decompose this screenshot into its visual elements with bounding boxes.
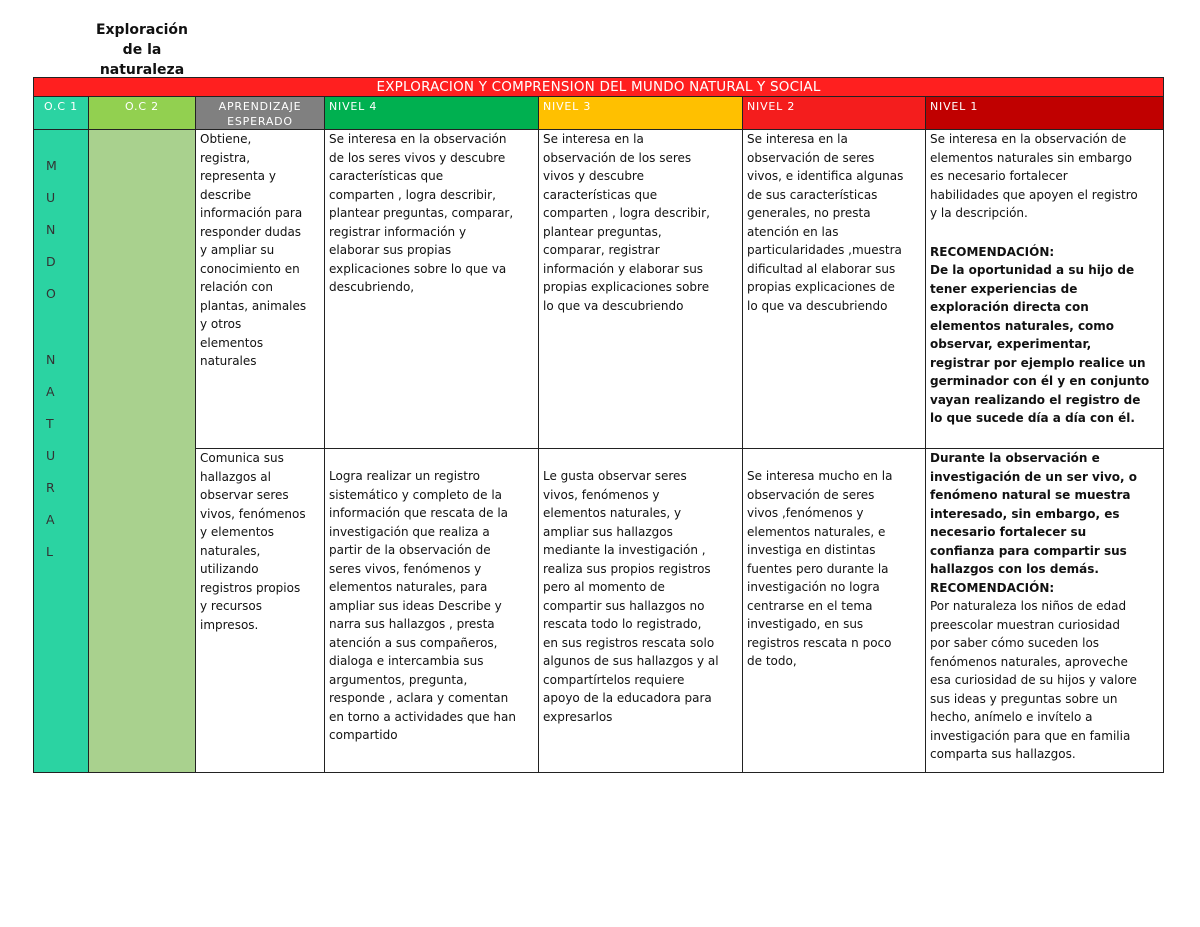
oc1-letter: A — [46, 384, 55, 399]
header-aprendizaje: APRENDIZAJE ESPERADO — [196, 97, 325, 130]
row1-recomendacion-label: RECOMENDACIÓN: — [930, 244, 1055, 259]
oc1-letter: D — [46, 254, 56, 269]
row2-recomendacion-label: RECOMENDACIÓN: — [930, 580, 1055, 595]
oc1-letter: R — [46, 480, 55, 495]
oc2-text: Exploración de la naturaleza — [95, 22, 189, 78]
oc1-cell — [34, 130, 89, 773]
oc1-vertical-word — [38, 130, 84, 568]
row2-nivel-1 — [926, 449, 1164, 773]
oc1-letter: U — [46, 190, 56, 205]
oc1-letter: M — [46, 158, 57, 173]
row2-nivel-3: Le gusta observar seres vivos, fenómenos y elementos naturales, y ampliar sus hallazgos mediante la investigación , realiza sus propios registros pero al momento de compartir sus hallazgos no rescata todo lo registrado, en sus registros rescata solo algunos de sus hallazgos y al compartírtelos requiere apoyo de la educadora para expresarlos — [539, 449, 743, 773]
oc1-letter: A — [46, 512, 55, 527]
oc1-letter: U — [46, 448, 56, 463]
header-oc2: O.C 2 — [89, 97, 196, 130]
header-nivel-1: NIVEL 1 — [926, 97, 1164, 130]
oc1-letter: L — [46, 544, 53, 559]
row2-nivel-4: Logra realizar un registro sistemático y completo de la información que rescata de la investigación que realiza a partir de la observación de seres vivos, fenómenos y elementos naturales, para ampliar sus ideas Describe y narra sus hallazgos , presta atención a sus compañeros, dialoga e intercambia sus argumentos, pregunta, responde , aclara y comentan en torno a actividades que han compartido — [325, 449, 539, 773]
row1-aprendizaje: Obtiene, registra, representa y describe información para responder dudas y ampliar su conocimiento en relación con plantas, animales y otros elementos naturales — [196, 130, 325, 449]
row1-nivel-2: Se interesa en la observación de seres vivos, e identifica algunas de sus características generales, no presta atención en las particularidades ,muestra dificultad al elaborar sus propias explicaciones de lo que va descubriendo — [743, 130, 926, 449]
header-nivel-3: NIVEL 3 — [539, 97, 743, 130]
rubric-table — [33, 22, 1164, 773]
row2-nivel-1-text: Durante la observación e investigación de un ser vivo, o fenómeno natural se muestra interesado, sin embargo, es necesario fortalecer su confianza para compartir sus hallazgos con los demás. — [930, 451, 1138, 576]
row2-aprendizaje: Comunica sus hallazgos al observar seres vivos, fenómenos y elementos naturales, utilizando registros propios y recursos impresos. — [196, 449, 325, 773]
header-nivel-4: NIVEL 4 — [325, 97, 539, 130]
oc1-letter: T — [46, 416, 54, 431]
row1-nivel-4: Se interesa en la observación de los seres vivos y descubre características que comparten , logra describir, plantear preguntas, comparar, registrar información y elaborar sus propias explicaciones sobre lo que va descubriendo, — [325, 130, 539, 449]
row1-nivel-3: Se interesa en la observación de los seres vivos y descubre características que comparten , logra describir, plantear preguntas, comparar, registrar información y elaborar sus propias explicaciones sobre lo que va descubriendo — [539, 130, 743, 449]
oc1-letter: N — [46, 222, 56, 237]
row2-nivel-2: Se interesa mucho en la observación de seres vivos ,fenómenos y elementos naturales, e investiga en distintas fuentes pero durante la investigación no logra centrarse en el tema investigado, en sus registros rescata n poco de todo, — [743, 449, 926, 773]
row1-recomendacion-text: De la oportunidad a su hijo de tener experiencias de exploración directa con elementos naturales, como observar, experimentar, registrar por ejemplo realice un germinador con él y en conjunto vayan realizando el registro de lo que sucede día a día con él. — [930, 263, 1150, 425]
row2-recomendacion-text: Por naturaleza los niños de edad preescolar muestran curiosidad por saber cómo suceden los fenómenos naturales, aproveche esa curiosidad de su hijos y valore sus ideas y preguntas sobre un hecho, anímelo e invítelo a investigación para que en familia comparta sus hallazgos. — [930, 599, 1137, 761]
table-title: EXPLORACION Y COMPRENSION DEL MUNDO NATURAL Y SOCIAL — [34, 78, 1164, 97]
header-nivel-2: NIVEL 2 — [743, 97, 926, 130]
oc1-letter: O — [46, 286, 56, 301]
row1-nivel-1 — [926, 130, 1164, 449]
oc1-letter: N — [46, 352, 56, 367]
header-oc1: O.C 1 — [34, 97, 89, 130]
row1-nivel-1-text: Se interesa en la observación de elementos naturales sin embargo es necesario fortalecer habilidades que apoyen el registro y la descripción. — [930, 132, 1138, 220]
